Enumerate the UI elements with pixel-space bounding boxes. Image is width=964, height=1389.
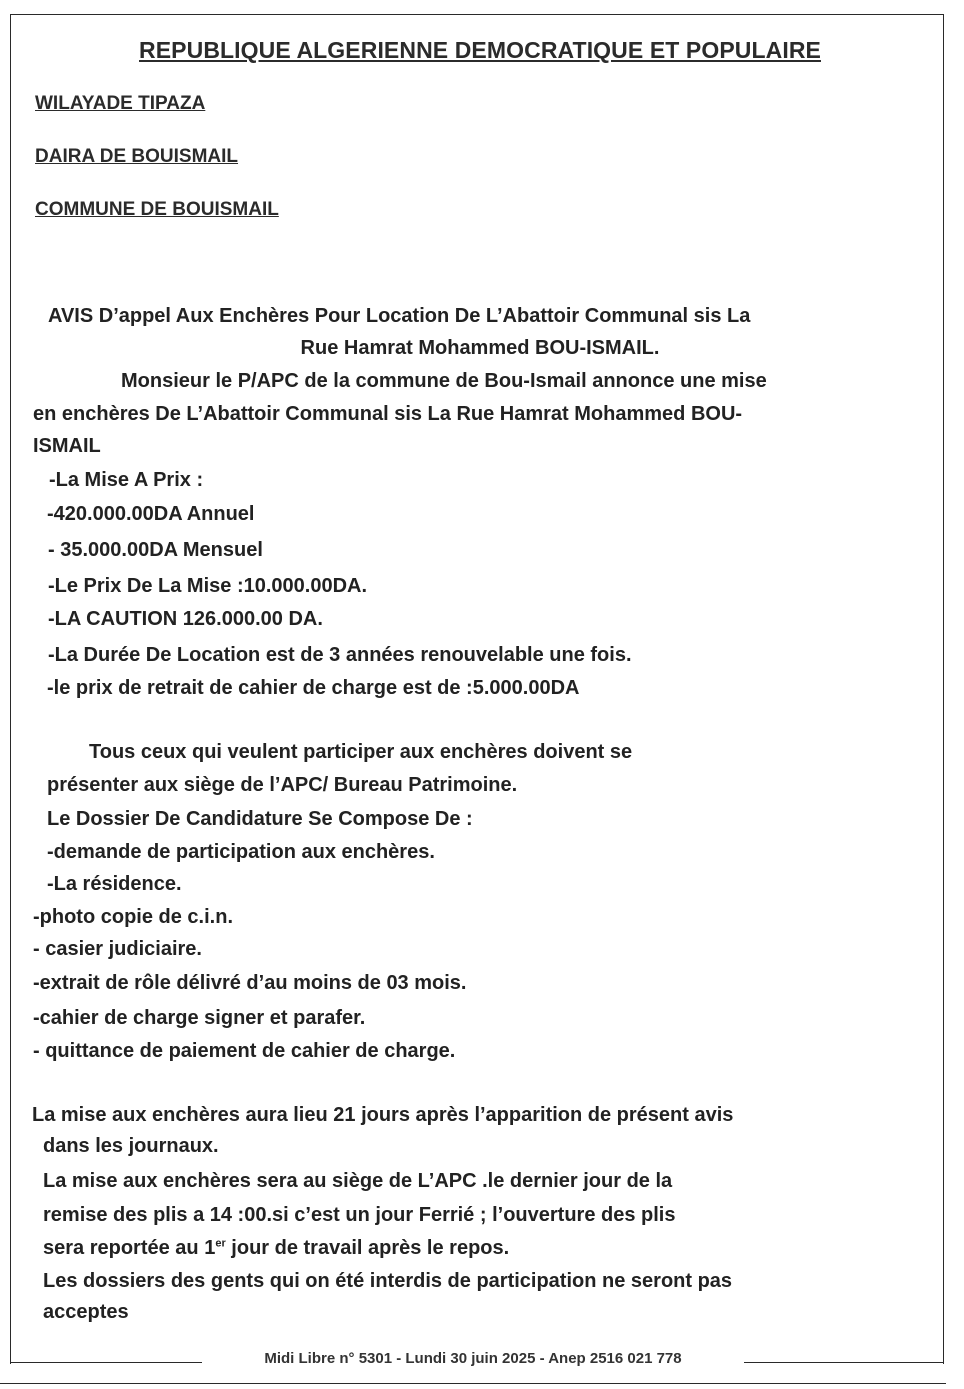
frame-bottom-rule-right xyxy=(744,1362,944,1363)
wilaya-heading: WILAYADE TIPAZA xyxy=(35,93,206,114)
lease-duration: -La Durée De Location est de 3 années renouvelable une fois. xyxy=(48,644,632,666)
spec-price: -le prix de retrait de cahier de charge est de :5.000.00DA xyxy=(47,677,580,699)
republic-heading: REPUBLIQUE ALGERIENNE DEMOCRATIQUE ET POPULAIRE xyxy=(139,37,821,63)
dossier-item: - quittance de paiement de cahier de charge. xyxy=(33,1040,456,1062)
notice-intro-line-1: Monsieur le P/APC de la commune de Bou-Ismail annonce une mise xyxy=(121,370,767,392)
closing-line-5-text: sera reportée au 1 xyxy=(43,1237,216,1259)
page-bottom-rule xyxy=(0,1383,946,1384)
dossier-item: -photo copie de c.i.n. xyxy=(33,906,233,928)
publication-footer: Midi Libre n° 5301 - Lundi 30 juin 2025 - Anep 2516 021 778 xyxy=(264,1350,682,1367)
ordinal-superscript: er xyxy=(215,1237,226,1250)
notice-title-line-1: AVIS D’appel Aux Enchères Pour Location De L’Abattoir Communal sis La xyxy=(48,305,751,327)
dossier-item: -extrait de rôle délivré d’au moins de 03 mois. xyxy=(33,972,467,994)
closing-line-1: La mise aux enchères aura lieu 21 jours après l’apparition de présent avis xyxy=(32,1104,734,1126)
commune-heading: COMMUNE DE BOUISMAIL xyxy=(35,199,279,220)
notice-intro-line-3: ISMAIL xyxy=(33,435,101,457)
deposit-amount: -LA CAUTION 126.000.00 DA. xyxy=(48,608,323,630)
notice-intro-line-2: en enchères De L’Abattoir Communal sis La Rue Hamrat Mohammed BOU- xyxy=(33,403,743,425)
price-monthly: - 35.000.00DA Mensuel xyxy=(48,539,263,561)
closing-line-5 xyxy=(43,1237,509,1260)
participation-line-2: présenter aux siège de l’APC/ Bureau Patrimoine. xyxy=(47,774,518,796)
dossier-item: -cahier de charge signer et parafer. xyxy=(33,1007,366,1029)
frame-bottom-rule-left xyxy=(10,1362,202,1363)
dossier-item: -demande de participation aux enchères. xyxy=(47,841,435,863)
closing-line-6: Les dossiers des gents qui on été interdis de participation ne seront pas xyxy=(43,1270,733,1292)
closing-line-4: remise des plis a 14 :00.si c’est un jour Ferrié ; l’ouverture des plis xyxy=(43,1204,676,1226)
daira-heading: DAIRA DE BOUISMAIL xyxy=(35,146,239,167)
dossier-item: - casier judiciaire. xyxy=(33,938,202,960)
pricing-heading: -La Mise A Prix : xyxy=(49,469,204,491)
bid-price: -Le Prix De La Mise :10.000.00DA. xyxy=(48,575,368,597)
closing-line-5-rest: jour de travail après le repos. xyxy=(225,1237,510,1259)
closing-line-7: acceptes xyxy=(43,1301,129,1323)
dossier-heading: Le Dossier De Candidature Se Compose De : xyxy=(47,808,473,830)
price-annual: -420.000.00DA Annuel xyxy=(47,503,255,525)
closing-line-2: dans les journaux. xyxy=(43,1135,219,1157)
closing-line-3: La mise aux enchères sera au siège de L’APC .le dernier jour de la xyxy=(43,1170,673,1192)
participation-line-1: Tous ceux qui veulent participer aux enchères doivent se xyxy=(89,741,633,763)
notice-title-line-2: Rue Hamrat Mohammed BOU-ISMAIL. xyxy=(300,337,660,359)
dossier-item: -La résidence. xyxy=(47,873,182,895)
